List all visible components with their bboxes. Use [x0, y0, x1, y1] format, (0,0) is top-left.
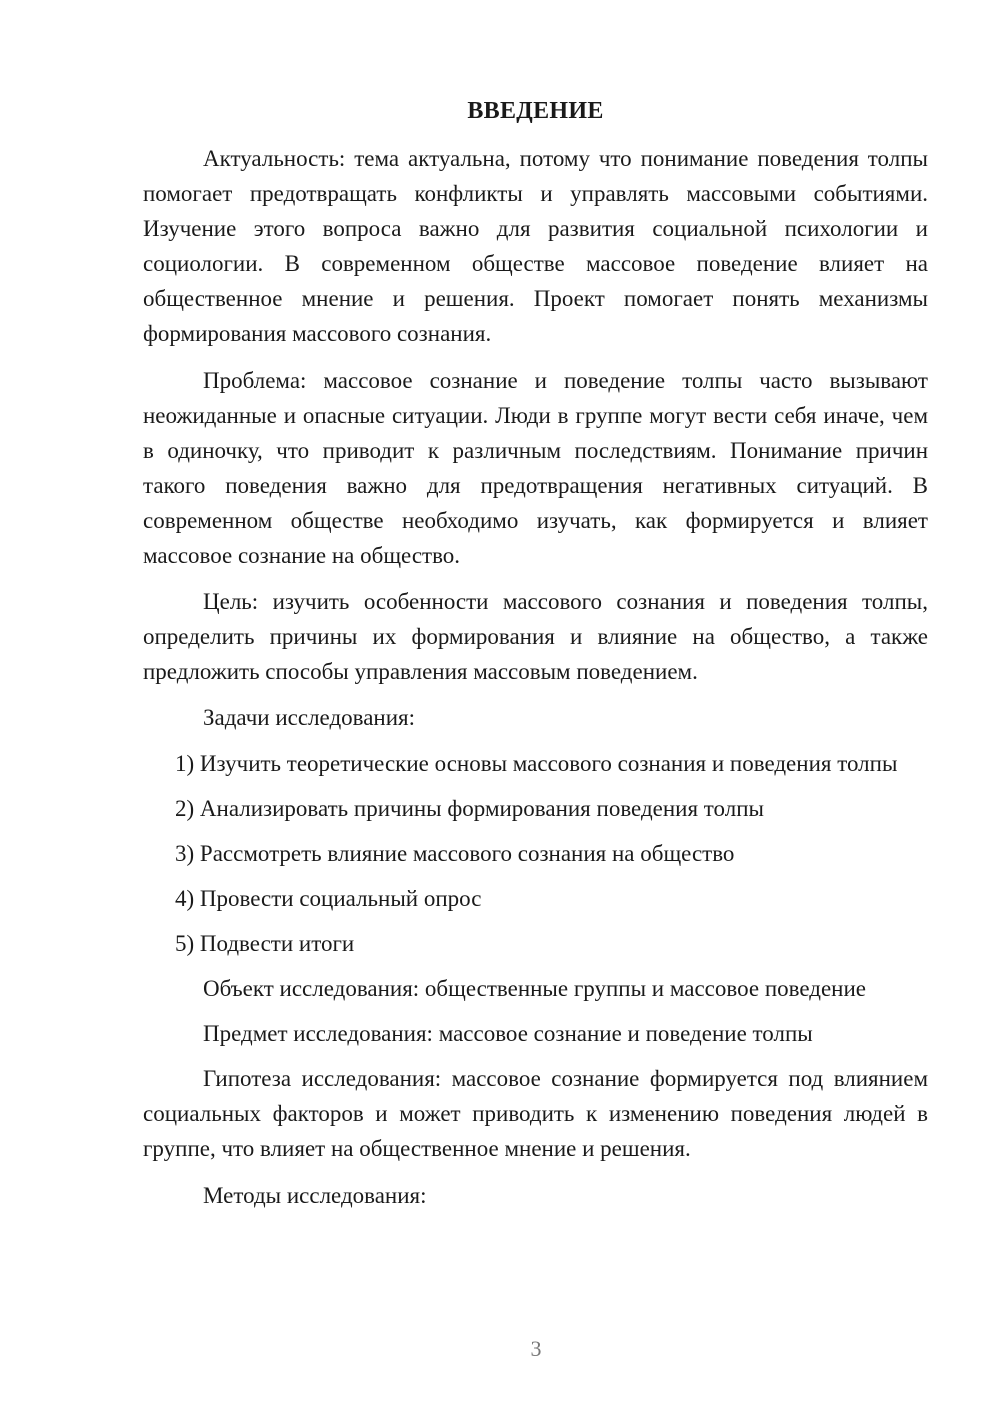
methods-heading: Методы исследования: — [203, 1183, 427, 1208]
goal-paragraph: Цель: изучить особенности массового сознания и поведения толпы, определить причины их формирования и влияние на общество, а также предложить способы управления массовым поведением. — [143, 589, 928, 684]
problem-paragraph: Проблема: массовое сознание и поведение толпы часто вызывают неожиданные и опасные ситуации. Люди в группе могут вести себя иначе, чем в одиночку, что приводит к различным последствиям. Понимание причин такого поведения важно для предотвращения негативных ситуаций. В современном обществе необходимо изучать, как формируется и влияет массовое сознание на общество. — [143, 368, 928, 568]
task-item: 5) Подвести итоги — [175, 931, 355, 956]
page-body — [143, 93, 928, 1213]
tasks-heading: Задачи исследования: — [203, 705, 416, 730]
task-item: 1) Изучить теоретические основы массового сознания и поведения толпы — [175, 751, 898, 776]
page-title: ВВЕДЕНИЕ — [467, 98, 604, 124]
subject-paragraph: Предмет исследования: массовое сознание и поведение толпы — [203, 1021, 813, 1046]
relevance-paragraph: Актуальность: тема актуальна, потому что понимание поведения толпы помогает предотвращать конфликты и управлять массовыми событиями. Изучение этого вопроса важно для развития социальной психологии и социологии. В современном обществе массовое поведение влияет на общественное мнение и решения. Проект помогает понять механизмы формирования массового сознания. — [143, 146, 928, 346]
task-item: 2) Анализировать причины формирования поведения толпы — [175, 796, 764, 821]
hypothesis-paragraph: Гипотеза исследования: массовое сознание формируется под влиянием социальных факторов и может приводить к изменению поведения людей в группе, что влияет на общественное мнение и решения. — [143, 1066, 928, 1161]
task-item: 4) Провести социальный опрос — [175, 886, 482, 911]
page-number: 3 — [530, 1336, 542, 1361]
task-item: 3) Рассмотреть влияние массового сознания на общество — [175, 841, 735, 866]
object-paragraph: Объект исследования: общественные группы и массовое поведение — [203, 976, 866, 1001]
